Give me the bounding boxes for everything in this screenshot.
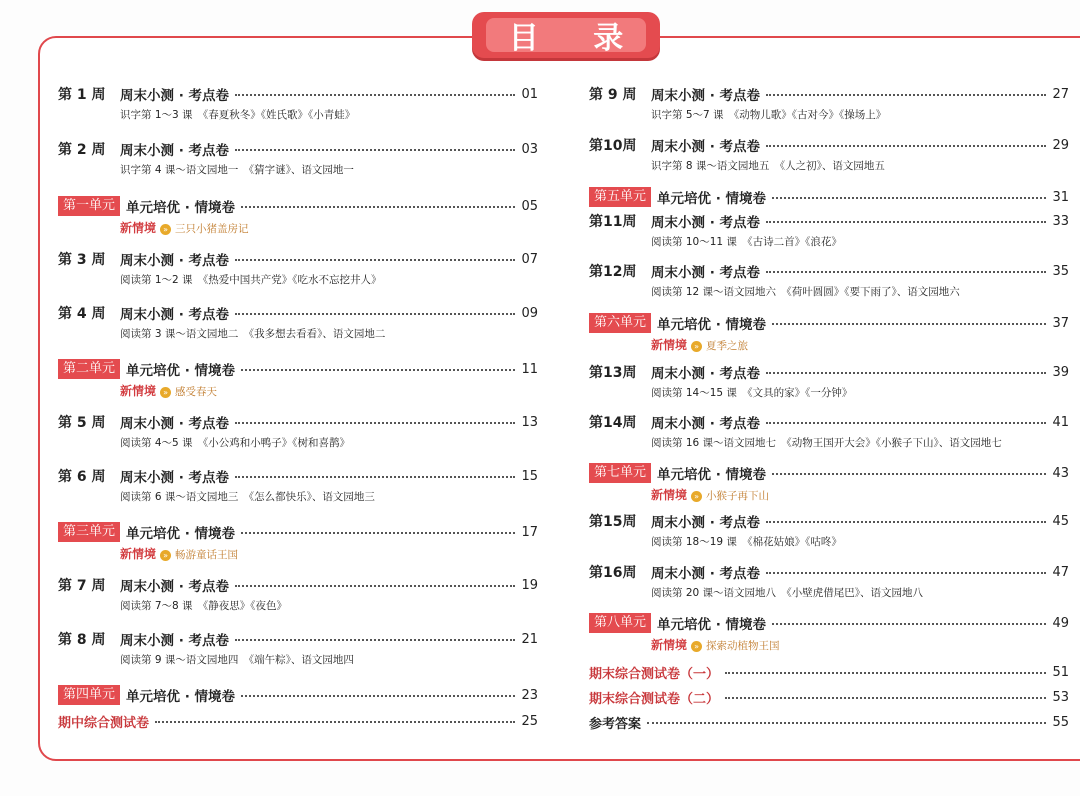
new-scenario xyxy=(120,219,249,236)
page-number: 03 xyxy=(521,141,538,157)
dot-leader xyxy=(772,197,1046,199)
new-scenario-label: 新情境 xyxy=(120,384,157,398)
entry-title: 单元培优 · 情境卷 xyxy=(657,191,767,207)
entry-title: 周末小测 · 考点卷 xyxy=(651,265,761,281)
page-number: 29 xyxy=(1052,137,1069,153)
week-label: 第 4 周 xyxy=(58,306,106,322)
week-label: 第16周 xyxy=(589,565,637,581)
page-number: 47 xyxy=(1052,564,1069,580)
entry-title: 周末小测 · 考点卷 xyxy=(120,88,230,104)
dot-leader xyxy=(725,672,1046,674)
toc-entry[interactable] xyxy=(58,411,538,433)
entry-title: 周末小测 · 考点卷 xyxy=(120,470,230,486)
dot-leader xyxy=(725,697,1046,699)
exam-title: 期末综合测试卷（二） xyxy=(589,691,720,707)
dot-leader xyxy=(235,476,515,478)
dot-leader xyxy=(235,94,515,96)
new-scenario xyxy=(120,382,217,399)
lesson-detail: 识字第 5～7 课 《动物儿歌》《古对今》《操场上》 xyxy=(651,109,887,121)
lesson-detail: 阅读第 1～2 课 《热爱中国共产党》《吃水不忘挖井人》 xyxy=(120,274,382,286)
unit-tag: 第七单元 xyxy=(589,463,651,483)
entry-title: 周末小测 · 考点卷 xyxy=(120,579,230,595)
unit-tag: 第五单元 xyxy=(589,187,651,207)
dot-leader xyxy=(241,695,515,697)
dot-leader xyxy=(766,271,1046,273)
page-number: 09 xyxy=(521,305,538,321)
dot-leader xyxy=(766,94,1046,96)
new-scenario-text: 感受春天 xyxy=(175,386,218,398)
new-scenario-text: 小猴子再下山 xyxy=(706,490,770,502)
entry-title: 周末小测 · 考点卷 xyxy=(120,633,230,649)
week-label: 第 3 周 xyxy=(58,252,106,268)
page-number: 41 xyxy=(1052,414,1069,430)
lesson-detail: 阅读第 3 课～语文园地二 《我多想去看看》、语文园地二 xyxy=(120,328,386,340)
lesson-detail: 识字第 1～3 课 《春夏秋冬》《姓氏歌》《小青蛙》 xyxy=(120,109,356,121)
page-title: 目 录 xyxy=(508,21,646,56)
dot-leader xyxy=(241,206,515,208)
toc-entry[interactable] xyxy=(58,684,538,706)
dot-leader xyxy=(235,259,515,261)
entry-title: 单元培优 · 情境卷 xyxy=(657,617,767,633)
unit-tag: 第三单元 xyxy=(58,522,120,542)
toc-entry[interactable] xyxy=(589,411,1069,433)
dot-leader xyxy=(766,572,1046,574)
new-scenario-text: 畅游童话王国 xyxy=(175,549,239,561)
dot-leader xyxy=(766,221,1046,223)
week-label: 第11周 xyxy=(589,214,637,230)
dot-leader xyxy=(241,532,515,534)
week-label: 第 8 周 xyxy=(58,632,106,648)
week-label: 第12周 xyxy=(589,264,637,280)
toc-entry[interactable] xyxy=(589,510,1069,532)
arrow-circle-icon: » xyxy=(691,341,702,352)
page-number: 27 xyxy=(1052,86,1069,102)
page-number: 21 xyxy=(521,631,538,647)
unit-tag: 第二单元 xyxy=(58,359,120,379)
new-scenario-text: 夏季之旅 xyxy=(706,340,749,352)
page-number: 35 xyxy=(1052,263,1069,279)
toc-entry[interactable] xyxy=(589,83,1069,105)
entry-title: 周末小测 · 考点卷 xyxy=(120,143,230,159)
week-label: 第 6 周 xyxy=(58,469,106,485)
toc-entry[interactable] xyxy=(589,711,1069,733)
arrow-circle-icon: » xyxy=(160,550,171,561)
toc-entry[interactable] xyxy=(58,574,538,596)
toc-entry[interactable] xyxy=(589,186,1069,208)
unit-tag: 第一单元 xyxy=(58,196,120,216)
entry-title: 周末小测 · 考点卷 xyxy=(120,416,230,432)
exam-title: 期末综合测试卷（一） xyxy=(589,666,720,682)
unit-tag: 第四单元 xyxy=(58,685,120,705)
page-number: 19 xyxy=(521,577,538,593)
page-number: 13 xyxy=(521,414,538,430)
toc-entry[interactable] xyxy=(58,83,538,105)
week-label: 第 7 周 xyxy=(58,578,106,594)
toc-entry[interactable] xyxy=(589,686,1069,708)
toc-entry[interactable] xyxy=(58,358,538,380)
dot-leader xyxy=(235,422,515,424)
exam-title: 期中综合测试卷 xyxy=(58,715,150,731)
new-scenario xyxy=(120,545,238,562)
dot-leader xyxy=(766,422,1046,424)
entry-title: 单元培优 · 情境卷 xyxy=(657,467,767,483)
lesson-detail: 阅读第 12 课～语文园地六 《荷叶圆圆》《要下雨了》、语文园地六 xyxy=(651,286,960,298)
toc-entry[interactable] xyxy=(58,521,538,543)
new-scenario xyxy=(651,336,748,353)
page-number: 15 xyxy=(521,468,538,484)
answers-title: 参考答案 xyxy=(589,716,642,732)
dot-leader xyxy=(235,585,515,587)
entry-title: 周末小测 · 考点卷 xyxy=(651,88,761,104)
toc-entry[interactable] xyxy=(58,248,538,270)
week-label: 第 2 周 xyxy=(58,142,106,158)
page-number: 25 xyxy=(521,713,538,729)
lesson-detail: 阅读第 10～11 课 《古诗二首》《浪花》 xyxy=(651,236,842,248)
page-number: 05 xyxy=(521,198,538,214)
entry-title: 单元培优 · 情境卷 xyxy=(126,363,236,379)
dot-leader xyxy=(766,145,1046,147)
toc-entry[interactable] xyxy=(589,210,1069,232)
lesson-detail: 阅读第 20 课～语文园地八 《小壁虎借尾巴》、语文园地八 xyxy=(651,587,924,599)
week-label: 第 5 周 xyxy=(58,415,106,431)
page-number: 53 xyxy=(1052,689,1069,705)
lesson-detail: 阅读第 9 课～语文园地四 《端午粽》、语文园地四 xyxy=(120,654,354,666)
toc-entry[interactable] xyxy=(589,462,1069,484)
dot-leader xyxy=(235,313,515,315)
entry-title: 周末小测 · 考点卷 xyxy=(651,215,761,231)
toc-entry[interactable] xyxy=(58,302,538,324)
dot-leader xyxy=(766,521,1046,523)
dot-leader xyxy=(772,473,1046,475)
toc-entry[interactable] xyxy=(58,710,538,732)
lesson-detail: 阅读第 14～15 课 《文具的家》《一分钟》 xyxy=(651,387,853,399)
new-scenario-label: 新情境 xyxy=(651,488,688,502)
dot-leader xyxy=(235,639,515,641)
page-number: 39 xyxy=(1052,364,1069,380)
arrow-circle-icon: » xyxy=(691,641,702,652)
arrow-circle-icon: » xyxy=(160,387,171,398)
page-number: 31 xyxy=(1052,189,1069,205)
dot-leader xyxy=(772,623,1046,625)
page-number: 01 xyxy=(521,86,538,102)
entry-title: 周末小测 · 考点卷 xyxy=(651,416,761,432)
week-label: 第13周 xyxy=(589,365,637,381)
toc-entry[interactable] xyxy=(589,134,1069,156)
page-number: 55 xyxy=(1052,714,1069,730)
week-label: 第 1 周 xyxy=(58,87,106,103)
new-scenario xyxy=(651,486,769,503)
dot-leader xyxy=(155,721,515,723)
toc-entry[interactable] xyxy=(589,260,1069,282)
entry-title: 单元培优 · 情境卷 xyxy=(126,689,236,705)
week-label: 第15周 xyxy=(589,514,637,530)
week-label: 第10周 xyxy=(589,138,637,154)
toc-entry[interactable] xyxy=(589,661,1069,683)
page-number: 11 xyxy=(521,361,538,377)
lesson-detail: 识字第 8 课～语文园地五 《人之初》、语文园地五 xyxy=(651,160,885,172)
lesson-detail: 阅读第 7～8 课 《静夜思》《夜色》 xyxy=(120,600,288,612)
new-scenario-label: 新情境 xyxy=(120,221,157,235)
toc-entry[interactable] xyxy=(58,195,538,217)
title-tab xyxy=(472,12,660,58)
new-scenario-label: 新情境 xyxy=(651,638,688,652)
entry-title: 周末小测 · 考点卷 xyxy=(651,139,761,155)
lesson-detail: 阅读第 4～5 课 《小公鸡和小鸭子》《树和喜鹊》 xyxy=(120,437,351,449)
entry-title: 周末小测 · 考点卷 xyxy=(120,307,230,323)
page-number: 33 xyxy=(1052,213,1069,229)
page-number: 51 xyxy=(1052,664,1069,680)
page-number: 37 xyxy=(1052,315,1069,331)
toc-entry[interactable] xyxy=(589,612,1069,634)
toc-entry[interactable] xyxy=(58,465,538,487)
dot-leader xyxy=(766,372,1046,374)
page-number: 43 xyxy=(1052,465,1069,481)
new-scenario-text: 探索动植物王国 xyxy=(706,640,780,652)
entry-title: 单元培优 · 情境卷 xyxy=(657,317,767,333)
toc-entry[interactable] xyxy=(58,628,538,650)
unit-tag: 第六单元 xyxy=(589,313,651,333)
new-scenario-text: 三只小猪盖房记 xyxy=(175,223,249,235)
toc-entry[interactable] xyxy=(589,312,1069,334)
entry-title: 周末小测 · 考点卷 xyxy=(651,366,761,382)
new-scenario xyxy=(651,636,780,653)
title-tab-inner xyxy=(486,18,646,56)
toc-entry[interactable] xyxy=(589,561,1069,583)
page-number: 23 xyxy=(521,687,538,703)
page-number: 49 xyxy=(1052,615,1069,631)
toc-entry[interactable] xyxy=(58,138,538,160)
dot-leader xyxy=(235,149,515,151)
lesson-detail: 阅读第 16 课～语文园地七 《动物王国开大会》《小猴子下山》、语文园地七 xyxy=(651,437,1002,449)
lesson-detail: 阅读第 18～19 课 《棉花姑娘》《咕咚》 xyxy=(651,536,842,548)
page-number: 45 xyxy=(1052,513,1069,529)
dot-leader xyxy=(772,323,1046,325)
toc-entry[interactable] xyxy=(589,361,1069,383)
arrow-circle-icon: » xyxy=(160,224,171,235)
page-number: 17 xyxy=(521,524,538,540)
week-label: 第 9 周 xyxy=(589,87,637,103)
entry-title: 单元培优 · 情境卷 xyxy=(126,526,236,542)
entry-title: 单元培优 · 情境卷 xyxy=(126,200,236,216)
entry-title: 周末小测 · 考点卷 xyxy=(120,253,230,269)
new-scenario-label: 新情境 xyxy=(651,338,688,352)
dot-leader xyxy=(241,369,515,371)
lesson-detail: 阅读第 6 课～语文园地三 《怎么都快乐》、语文园地三 xyxy=(120,491,375,503)
dot-leader xyxy=(647,722,1046,724)
unit-tag: 第八单元 xyxy=(589,613,651,633)
arrow-circle-icon: » xyxy=(691,491,702,502)
page-number: 07 xyxy=(521,251,538,267)
entry-title: 周末小测 · 考点卷 xyxy=(651,515,761,531)
week-label: 第14周 xyxy=(589,415,637,431)
lesson-detail: 识字第 4 课～语文园地一 《猜字谜》、语文园地一 xyxy=(120,164,354,176)
entry-title: 周末小测 · 考点卷 xyxy=(651,566,761,582)
new-scenario-label: 新情境 xyxy=(120,547,157,561)
